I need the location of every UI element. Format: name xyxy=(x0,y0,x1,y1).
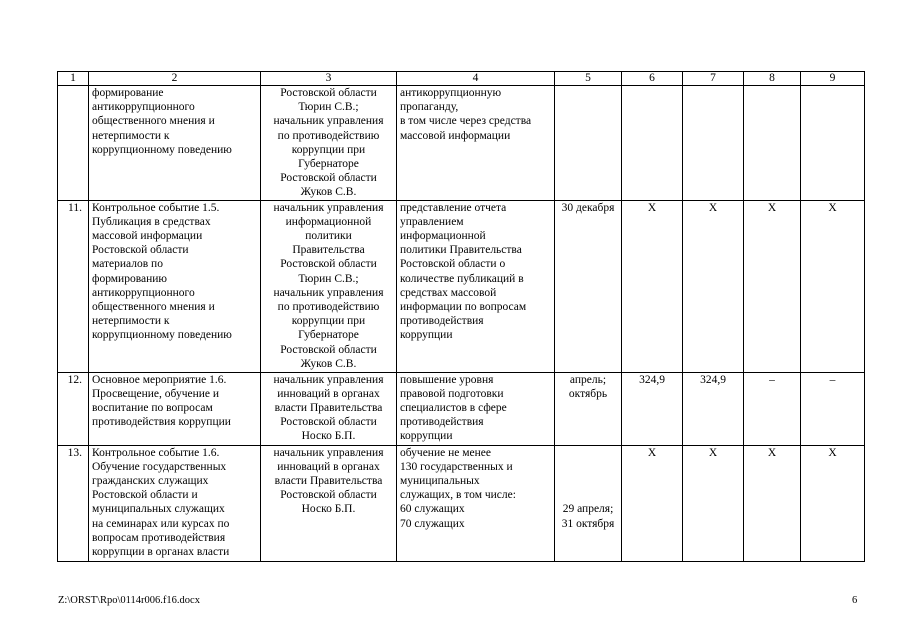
column-header: 2 xyxy=(89,72,261,86)
row-number xyxy=(58,86,89,201)
activity-name: Основное мероприятие 1.6. Просвещение, обучение и воспитание по вопросам противодействия коррупции xyxy=(89,372,261,445)
term-cell xyxy=(555,86,622,201)
value-cell xyxy=(683,86,744,201)
value-cell: 324,9 xyxy=(683,372,744,445)
value-cell: – xyxy=(801,372,865,445)
table-row xyxy=(58,200,865,372)
term-cell: 29 апреля; 31 октября xyxy=(555,445,622,561)
term-cell: 30 декабря xyxy=(555,200,622,372)
value-cell: 324,9 xyxy=(622,372,683,445)
activity-name: формирование антикоррупционного общественного мнения и нетерпимости к коррупционному поведению xyxy=(89,86,261,201)
column-header: 4 xyxy=(397,72,555,86)
table-row xyxy=(58,445,865,561)
document-path: Z:\ORST\Rpo\0114r006.f16.docx xyxy=(58,595,200,606)
value-cell: Х xyxy=(744,445,801,561)
column-header: 3 xyxy=(261,72,397,86)
column-header: 9 xyxy=(801,72,865,86)
row-number: 13. xyxy=(58,445,89,561)
expected-result: представление отчета управлением информационной политики Правительства Ростовской области о количестве публикаций в средствах массовой информации по вопросам противодействия коррупции xyxy=(397,200,555,372)
responsible-executor: начальник управления инноваций в органах власти Правительства Ростовской области Носко Б.П. xyxy=(261,445,397,561)
expected-result: повышение уровня правовой подготовки специалистов в сфере противодействия коррупции xyxy=(397,372,555,445)
responsible-executor: начальник управления инноваций в органах власти Правительства Ростовской области Носко Б.П. xyxy=(261,372,397,445)
value-cell xyxy=(622,86,683,201)
column-header: 1 xyxy=(58,72,89,86)
expected-result: обучение не менее 130 государственных и муниципальных служащих, в том числе: 60 служащих 70 служащих xyxy=(397,445,555,561)
responsible-executor: Ростовской области Тюрин С.В.; начальник управления по противодействию коррупции при Губернаторе Ростовской области Жуков С.В. xyxy=(261,86,397,201)
value-cell: Х xyxy=(744,200,801,372)
expected-result: антикоррупционную пропаганду, в том числе через средства массовой информации xyxy=(397,86,555,201)
activity-name: Контрольное событие 1.5. Публикация в средствах массовой информации Ростовской области материалов по формированию антикоррупционного общественного мнения и нетерпимости к коррупционному поведению xyxy=(89,200,261,372)
responsible-executor: начальник управления информационной политики Правительства Ростовской области Тюрин С.В.; начальник управления по противодействию коррупции при Губернаторе Ростовской области Жуков С.В. xyxy=(261,200,397,372)
row-number: 12. xyxy=(58,372,89,445)
column-header: 7 xyxy=(683,72,744,86)
value-cell: Х xyxy=(622,200,683,372)
value-cell xyxy=(744,86,801,201)
table-row xyxy=(58,372,865,445)
table-row xyxy=(58,86,865,201)
value-cell: Х xyxy=(801,445,865,561)
column-header: 6 xyxy=(622,72,683,86)
value-cell: – xyxy=(744,372,801,445)
column-header: 5 xyxy=(555,72,622,86)
row-number: 11. xyxy=(58,200,89,372)
page-number: 6 xyxy=(852,595,858,606)
plan-table xyxy=(57,71,865,562)
term-cell: апрель; октябрь xyxy=(555,372,622,445)
value-cell: Х xyxy=(622,445,683,561)
value-cell: Х xyxy=(801,200,865,372)
table-header-row xyxy=(58,72,865,86)
value-cell xyxy=(801,86,865,201)
activity-name: Контрольное событие 1.6. Обучение государственных гражданских служащих Ростовской области и муниципальных служащих на семинарах или курсах по вопросам противодействия коррупции в органах власти xyxy=(89,445,261,561)
value-cell: Х xyxy=(683,200,744,372)
value-cell: Х xyxy=(683,445,744,561)
column-header: 8 xyxy=(744,72,801,86)
